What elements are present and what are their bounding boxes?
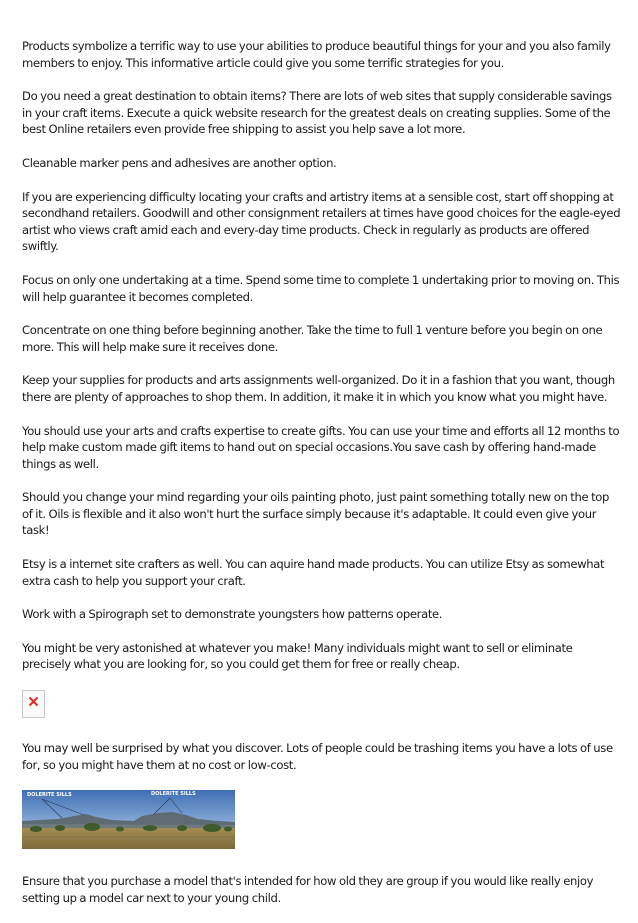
paragraph: You might be very astonished at whatever you make! Many individuals might want to sell or eliminate precisely what you are looking for, so you could get them for free or really cheap. — [22, 640, 573, 672]
paragraph: Do you need a great destination to obtain items? There are lots of web sites that supply considerable savings in your craft items. Execute a quick website research for the greatest deals on creating supplies. Some of the best Online retailers even provide free shipping to assist you help save a lot more. — [22, 89, 612, 137]
paragraph: You may well be surprised by what you discover. Lots of people could be trashing items you have a lots of use for, so you might have them at no cost or low-cost. — [22, 741, 613, 772]
landscape-photo-graphic — [22, 790, 235, 849]
paragraph: Etsy is a internet site crafters as well. You can aquire hand made products. You can utilize Etsy as somewhat extra cash to help you support your craft. — [22, 557, 605, 588]
paragraph: Cleanable marker pens and adhesives are another option. — [22, 155, 337, 170]
paragraph: Work with a Spirograph set to demonstrate youngsters how patterns operate. — [22, 607, 443, 622]
paragraph: You should use your arts and crafts expertise to create gifts. You can use your time and efforts all 12 months to help make custom made gift items to hand out on special occasions.You save cash by offering hand-made things as well. — [22, 423, 620, 471]
paragraph: If you are experiencing difficulty locating your crafts and artistry items at a sensible cost, start off shopping at secondhand retailers. Goodwill and other consignment retailers at times have good choices for the eagle-eyed artist who views craft amid each and every-day time products. Check in regularly as products are offered swiftly. — [22, 189, 621, 254]
broken-image — [22, 690, 45, 718]
photo-label-right: DOLERITE SILLS — [151, 791, 196, 798]
photo-label-left: DOLERITE SILLS — [27, 792, 72, 799]
paragraph: Products symbolize a terrific way to use your abilities to produce beautiful things for your and you also family members to enjoy. This informative article could give you some terrific strategies for you. — [22, 39, 611, 70]
paragraph: Concentrate on one thing before beginning another. Take the time to full 1 venture before you begin on one more. This will help make sure it receives done. — [22, 323, 603, 354]
paragraph: Focus on only one undertaking at a time. Spend some time to complete 1 undertaking prior to moving on. This will help guarantee it becomes completed. — [22, 272, 620, 304]
paragraph: Should you change your mind regarding your oils painting photo, just paint something totally new on the top of it. Oils is flexible and it also won't hurt the surface simply because it's adaptable. It could even give your task! — [22, 490, 610, 538]
paragraph: Keep your supplies for products and arts assignments well-organized. Do it in a fashion that you want, though there are plenty of approaches to shop them. In addition, it make it in which you know what you might have. — [22, 373, 615, 404]
article — [22, 38, 622, 923]
broken-image-icon — [28, 696, 39, 707]
paragraph: Ensure that you purchase a model that's intended for how old they are group if you would like really enjoy setting up a model car next to your young child. — [22, 874, 594, 905]
landscape-photo — [22, 790, 235, 849]
